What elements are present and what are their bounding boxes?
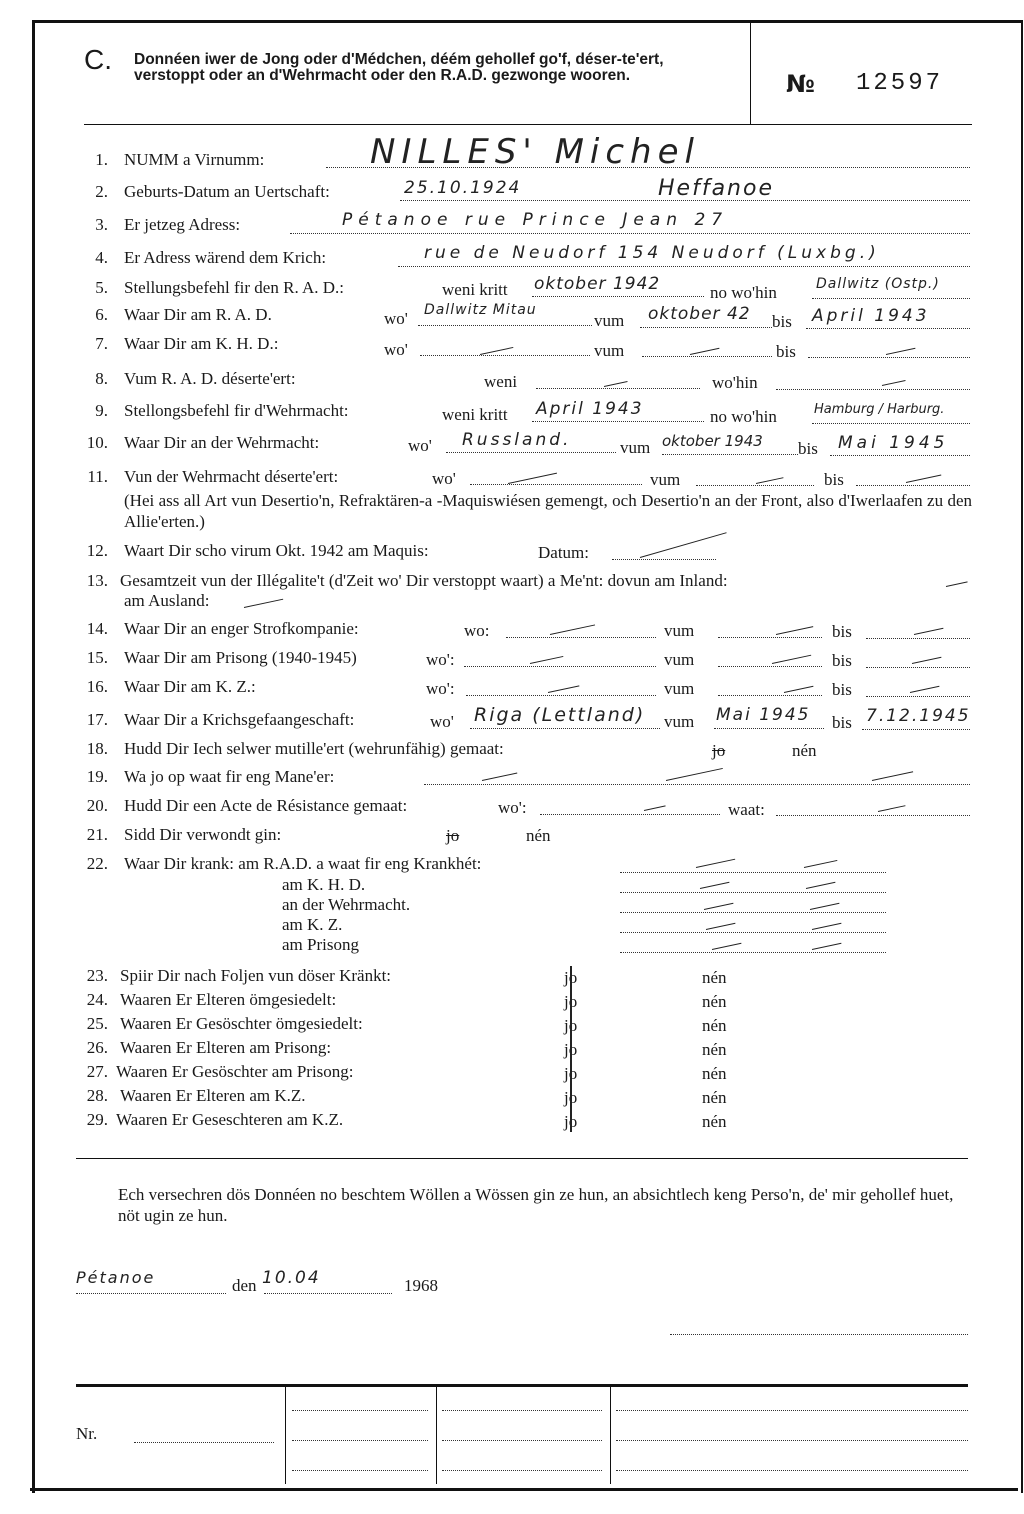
wehrmacht-to-value: Mai 1945 <box>838 433 949 453</box>
section-letter: C. <box>84 44 112 75</box>
war-address-value: rue de Neudorf 154 Neudorf (Luxbg.) <box>424 243 880 263</box>
dotted-line <box>812 423 970 424</box>
field-label: am Ausland: <box>124 591 210 610</box>
field-label: Waaren Er Elteren am K.Z. <box>120 1086 306 1105</box>
cancel-stroke <box>570 966 572 1132</box>
row-number: 22. <box>86 854 108 873</box>
dotted-line <box>264 1293 392 1294</box>
field-sublabel: am Prisong <box>282 935 359 954</box>
dotted-line <box>620 932 886 933</box>
footer-divider <box>436 1386 437 1484</box>
field-label: wo': <box>426 679 455 698</box>
field-label: Waar Dir a Krichsgefaangeschaft: <box>124 710 355 729</box>
signature-year: 1968 <box>404 1276 438 1295</box>
dotted-line <box>718 666 822 667</box>
row-number: 14. <box>86 619 108 638</box>
dotted-line <box>292 1410 428 1411</box>
dotted-line <box>442 1440 602 1441</box>
dotted-line <box>696 485 814 486</box>
field-label: Waaren Er Geseschteren am K.Z. <box>116 1110 344 1129</box>
dotted-line <box>642 356 772 357</box>
field-label: Stellongsbefehl fir d'Wehrmacht: <box>124 401 349 420</box>
field-label: Vum R. A. D. déserte'ert: <box>124 369 296 388</box>
dotted-line <box>424 784 970 785</box>
field-label: Stellungsbefehl fir den R. A. D.: <box>124 278 345 297</box>
row-number: 16. <box>86 677 108 696</box>
field-label: Er Adress wärend dem Krich: <box>124 248 327 267</box>
field-label: den <box>232 1276 257 1295</box>
declaration-text: Ech versechren dös Donnéen no beschtem Wöllen a Wössen gin ze hun, an absichtlech keng Perso'n, de' mir gehollef huet, nöt ugin ze hun. <box>118 1185 954 1225</box>
field-label: waat: <box>728 800 765 819</box>
option-yes: jo <box>564 992 578 1011</box>
field-label: vum <box>664 712 695 731</box>
option-no: nén <box>702 1040 727 1059</box>
dotted-line <box>866 696 970 697</box>
dotted-line <box>420 355 590 356</box>
field-label: weni kritt <box>442 405 508 424</box>
dotted-line <box>640 327 772 328</box>
dotted-line <box>470 728 660 729</box>
row-number: 27. <box>86 1062 108 1081</box>
option-yes: jo <box>564 1064 578 1083</box>
row-number: 17. <box>86 710 108 729</box>
field-label: wo' <box>430 712 454 731</box>
row-number: 8. <box>95 369 108 388</box>
option-no: nén <box>526 826 551 845</box>
section-rule <box>76 1158 968 1159</box>
form-title: Donnéen iwer de Jong oder d'Médchen, déém gehollef go'f, déser-te'ert, verstoppt oder an d'Wehrmacht oder den R.A.D. gezwonge wooren. <box>134 51 664 84</box>
field-label: bis <box>832 622 852 641</box>
rad-order-place-value: Dallwitz (Ostp.) <box>816 276 940 292</box>
field-label: vum <box>594 341 625 360</box>
captivity-from-value: Mai 1945 <box>716 705 811 725</box>
row-number: 21. <box>86 825 108 844</box>
row-number: 7. <box>95 334 108 353</box>
dotted-line <box>662 454 798 455</box>
row-number: 26. <box>86 1038 108 1057</box>
row-number: 19. <box>86 767 108 786</box>
field-label: Waar Dir an der Wehrmacht: <box>124 433 320 452</box>
dotted-line <box>76 1293 226 1294</box>
dotted-line <box>616 1440 968 1441</box>
dotted-line <box>866 638 970 639</box>
signature-line <box>670 1334 968 1335</box>
dotted-line <box>466 695 656 696</box>
field-label: vum <box>650 470 681 489</box>
field-sublabel: am K. H. D. <box>282 875 366 894</box>
field-label: Waar Dir krank: am R.A.D. a waat fir eng Krankhét: <box>124 854 482 873</box>
dotted-line <box>620 892 886 893</box>
dotted-line <box>536 388 700 389</box>
name-value: NILLES' Michel <box>370 132 700 172</box>
header-rule <box>84 124 972 125</box>
field-label: Waar Dir am Prisong (1940-1945) <box>124 648 357 667</box>
field-label: Waaren Er Elteren am Prisong: <box>120 1038 332 1057</box>
field-label: Waar Dir am R. A. D. <box>124 305 272 324</box>
dotted-line <box>446 452 616 453</box>
field-label: Hudd Dir een Acte de Résistance gemaat: <box>124 796 408 815</box>
field-label: bis <box>832 713 852 732</box>
nr-label: Nr. <box>76 1424 98 1443</box>
row-number: 28. <box>86 1086 108 1105</box>
option-yes: jo <box>446 826 460 845</box>
option-no: nén <box>702 992 727 1011</box>
option-yes: jo <box>712 741 726 760</box>
option-yes: jo <box>564 1112 578 1131</box>
header-divider <box>750 22 751 124</box>
dotted-line <box>620 872 886 873</box>
field-label: wo' <box>432 469 456 488</box>
field-label: Gesamtzeit vun der Illégalite't (d'Zeit wo' Dir verstoppt waart) a Me'nt: dovun am Inland: <box>120 571 728 590</box>
field-label: vum <box>664 621 695 640</box>
field-label: bis <box>772 312 792 331</box>
row-number: 24. <box>86 990 108 1009</box>
field-label: vum <box>664 679 695 698</box>
field-label: weni kritt <box>442 280 508 299</box>
field-label: Waaren Er Gesöschter ömgesiedelt: <box>120 1014 363 1033</box>
footer-divider <box>285 1386 286 1484</box>
row-number: 2. <box>95 182 108 201</box>
wehrmacht-from-value: oktober 1943 <box>662 432 763 450</box>
option-no: nén <box>702 1016 727 1035</box>
field-label: Datum: <box>538 543 589 562</box>
field-label: vum <box>664 650 695 669</box>
option-no: nén <box>702 1064 727 1083</box>
field-label: Waar Dir am K. H. D.: <box>124 334 279 353</box>
footer-rule <box>76 1384 968 1387</box>
row-number: 25. <box>86 1014 108 1033</box>
field-label: wo' <box>408 436 432 455</box>
form-number: 12597 <box>856 70 944 97</box>
option-yes: jo <box>564 1040 578 1059</box>
field-label: NUMM a Virnumm: <box>124 150 265 169</box>
number-sign: № <box>786 70 815 98</box>
field-label: Er jetzeg Adress: <box>124 215 241 234</box>
option-no: nén <box>702 1088 727 1107</box>
field-label: no wo'hin <box>710 407 777 426</box>
dotted-line <box>866 667 970 668</box>
option-no: nén <box>702 1112 727 1131</box>
option-yes: jo <box>564 1016 578 1035</box>
birth-date-value: 25.10.1924 <box>404 178 522 198</box>
dotted-line <box>532 296 704 297</box>
field-label: wo'hin <box>712 373 758 392</box>
row-number: 11. <box>87 467 108 486</box>
wehrmacht-order-date-value: April 1943 <box>536 399 644 419</box>
field-label: wo' <box>384 309 408 328</box>
rad-order-date-value: oktober 1942 <box>534 274 661 294</box>
dotted-line <box>620 912 886 913</box>
field-label: Waaren Er Gesöschter am Prisong: <box>116 1062 354 1081</box>
row-number: 20. <box>86 796 108 815</box>
dotted-line <box>612 559 716 560</box>
dotted-line <box>718 637 822 638</box>
dotted-line <box>616 1410 968 1411</box>
dotted-line <box>830 455 970 456</box>
field-label: Waar Dir an enger Strofkompanie: <box>124 619 359 638</box>
option-no: nén <box>702 968 727 987</box>
bottom-rule <box>30 1488 1018 1491</box>
row-number: 10. <box>86 433 108 452</box>
field-label: Waar Dir am K. Z.: <box>124 677 256 696</box>
birth-place-value: Heffanoe <box>658 176 774 201</box>
row-number: 1. <box>95 150 108 169</box>
dotted-line <box>398 266 970 267</box>
field-label: Waart Dir scho virum Okt. 1942 am Maquis: <box>124 541 429 560</box>
field-label: Geburts-Datum an Uertschaft: <box>124 182 330 201</box>
footer-divider <box>610 1386 611 1484</box>
dotted-line <box>442 1410 602 1411</box>
field-label: bis <box>832 680 852 699</box>
captivity-place-value: Riga (Lettland) <box>474 704 646 726</box>
row-number: 29. <box>86 1110 108 1129</box>
field-label: Spiir Dir nach Foljen vun döser Kränkt: <box>120 966 392 985</box>
captivity-to-value: 7.12.1945 <box>866 706 971 726</box>
field-label: Sidd Dir verwondt gin: <box>124 825 282 844</box>
row-number: 23. <box>86 966 108 985</box>
dotted-line <box>134 1442 274 1443</box>
row-number: 5. <box>95 278 108 297</box>
row-number: 3. <box>95 215 108 234</box>
dotted-line <box>540 814 720 815</box>
dotted-line <box>862 729 970 730</box>
dotted-line <box>808 357 970 358</box>
dotted-line <box>292 1440 428 1441</box>
field-label: Waaren Er Elteren ömgesiedelt: <box>120 990 337 1009</box>
dotted-line <box>620 952 886 953</box>
field-label: wo': <box>426 650 455 669</box>
wehrmacht-place-value: Russland. <box>462 430 572 450</box>
field-sublabel: am K. Z. <box>282 915 343 934</box>
current-address-value: Pétanoe rue Prince Jean 27 <box>342 210 729 230</box>
rad-from-value: oktober 42 <box>648 304 751 324</box>
field-label: wo': <box>498 798 527 817</box>
rad-to-value: April 1943 <box>812 306 930 326</box>
field-label: Wa jo op waat fir eng Mane'er: <box>124 767 335 786</box>
row-number: 15. <box>86 648 108 667</box>
field-label: Hudd Dir Iech selwer mutille'ert (wehrunfähig) gemaat: <box>124 739 504 758</box>
field-label: vum <box>594 311 625 330</box>
field-label: weni <box>484 372 518 391</box>
signature-date-value: 10.04 <box>262 1268 321 1288</box>
signature-place-value: Pétanoe <box>76 1268 156 1287</box>
field-note: (Hei ass all Art vun Desertio'n, Refraktären-a -Maquiswiésen gemengt, och Desertio'n an der Front, also d'Iwerlaafen zu den Allie'erten.) <box>124 491 972 531</box>
dotted-line <box>856 485 970 486</box>
row-number: 9. <box>95 401 108 420</box>
field-label: wo: <box>464 621 490 640</box>
dotted-line <box>532 421 704 422</box>
dotted-line <box>442 1470 602 1471</box>
row-number: 12. <box>86 541 108 560</box>
dotted-line <box>470 484 642 485</box>
dotted-line <box>776 389 970 390</box>
field-label: bis <box>798 439 818 458</box>
row-number: 18. <box>86 739 108 758</box>
dotted-line <box>464 666 656 667</box>
option-yes: jo <box>564 968 578 987</box>
row-number: 4. <box>95 248 108 267</box>
field-label: vum <box>620 438 651 457</box>
dotted-line <box>812 298 970 299</box>
dotted-line <box>506 637 656 638</box>
field-label: bis <box>776 342 796 361</box>
field-label: no wo'hin <box>710 283 777 302</box>
dotted-line <box>418 325 592 326</box>
field-label: wo' <box>384 340 408 359</box>
dotted-line <box>806 328 970 329</box>
dotted-line <box>718 695 822 696</box>
dotted-line <box>714 728 824 729</box>
dotted-line <box>292 1470 428 1471</box>
dotted-line <box>616 1470 968 1471</box>
row-number: 6. <box>95 305 108 324</box>
field-label: bis <box>832 651 852 670</box>
option-yes: jo <box>564 1088 578 1107</box>
wehrmacht-order-place-value: Hamburg / Harburg. <box>814 402 945 417</box>
dotted-line <box>290 233 970 234</box>
dotted-line <box>776 815 970 816</box>
row-number: 13. <box>86 571 108 590</box>
option-no: nén <box>792 741 817 760</box>
field-label: Vun der Wehrmacht déserte'ert: <box>124 467 339 486</box>
rad-place-value: Dallwitz Mitau <box>424 302 537 318</box>
field-label: bis <box>824 470 844 489</box>
field-sublabel: an der Wehrmacht. <box>282 895 411 914</box>
